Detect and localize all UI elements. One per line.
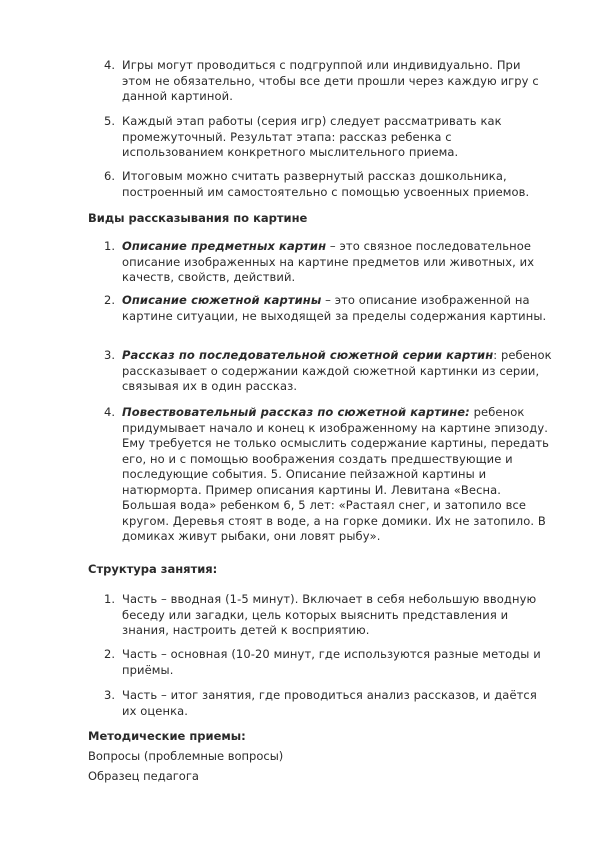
list-number: 3. [104,348,115,362]
list-number: 1. [104,239,115,253]
term: Повествовательный рассказ по сюжетной картине: [122,405,470,419]
text-line: Образец педагога [88,769,199,783]
text-line: Вопросы (проблемные вопросы) [88,749,284,763]
definition: – это описание изображенной на картине ситуации, не выходящей за пределы содержания картины. [122,293,547,323]
list-number: 4. [104,58,115,72]
definition: : ребенок рассказывает о содержании каждой сюжетной картинки из серии, связывая их в один рассказ. [122,348,552,393]
list-number: 1. [104,592,115,606]
section-heading: Методические приемы: [88,729,246,743]
list-number: 2. [104,647,115,661]
list-number: 5. [104,114,115,128]
list-item-text [122,293,552,324]
term: Описание предметных картин [122,239,327,253]
definition: ребенок придумывает начало и конец к изображенному на картине эпизоду. Ему требуется не только осмыслить содержание картины, передать его, но и с помощью воображения создать предшествующие и последующие события. 5. Описание пейзажной картины и натюрморта. Пример описания картины И. Левитана «Весна. Большая вода» ребенком 6, 5 лет: «Растаял снег, и затопило все кругом. Деревья стоят в воде, а на горке домики. Их не затопило. В домиках живут рыбаки, они ловят рыбу». [122,405,550,543]
list-number: 6. [104,169,115,183]
list-item-text: Часть – итог занятия, где проводиться анализ рассказов, и даётся их оценка. [122,688,537,718]
term: Описание сюжетной картины [122,293,322,307]
list-item-text [122,239,552,286]
list-number: 2. [104,293,115,307]
list-number: 3. [104,688,115,702]
section-heading: Виды рассказывания по картине [88,211,308,225]
definition: – это связное последовательное описание изображенных на картине предметов или животных, их качеств, свойств, действий. [122,239,535,284]
list-item-text [122,348,552,395]
term: Рассказ по последовательной сюжетной серии картин [122,348,494,362]
section-heading: Структура занятия: [88,562,218,576]
list-item-text: Часть – основная (10-20 минут, где используются разные методы и приёмы. [122,647,541,677]
list-item-text: Каждый этап работы (серия игр) следует рассматривать как промежуточный. Результат этапа: рассказ ребенка с использованием конкретного мыслительного приема. [122,114,502,159]
list-item-text: Итоговым можно считать развернутый рассказ дошкольника, построенный им самостоятельно с помощью усвоенных приемов. [122,169,530,199]
list-number: 4. [104,405,115,419]
list-item-text: Игры могут проводиться с подгруппой или индивидуально. При этом не обязательно, чтобы все дети прошли через каждую игру с данной картиной. [122,58,539,103]
list-item-text: Часть – вводная (1-5 минут). Включает в себя небольшую вводную беседу или загадки, цель которых выяснить представления и знания, настроить детей к восприятию. [122,592,537,637]
list-item-text [122,405,552,545]
